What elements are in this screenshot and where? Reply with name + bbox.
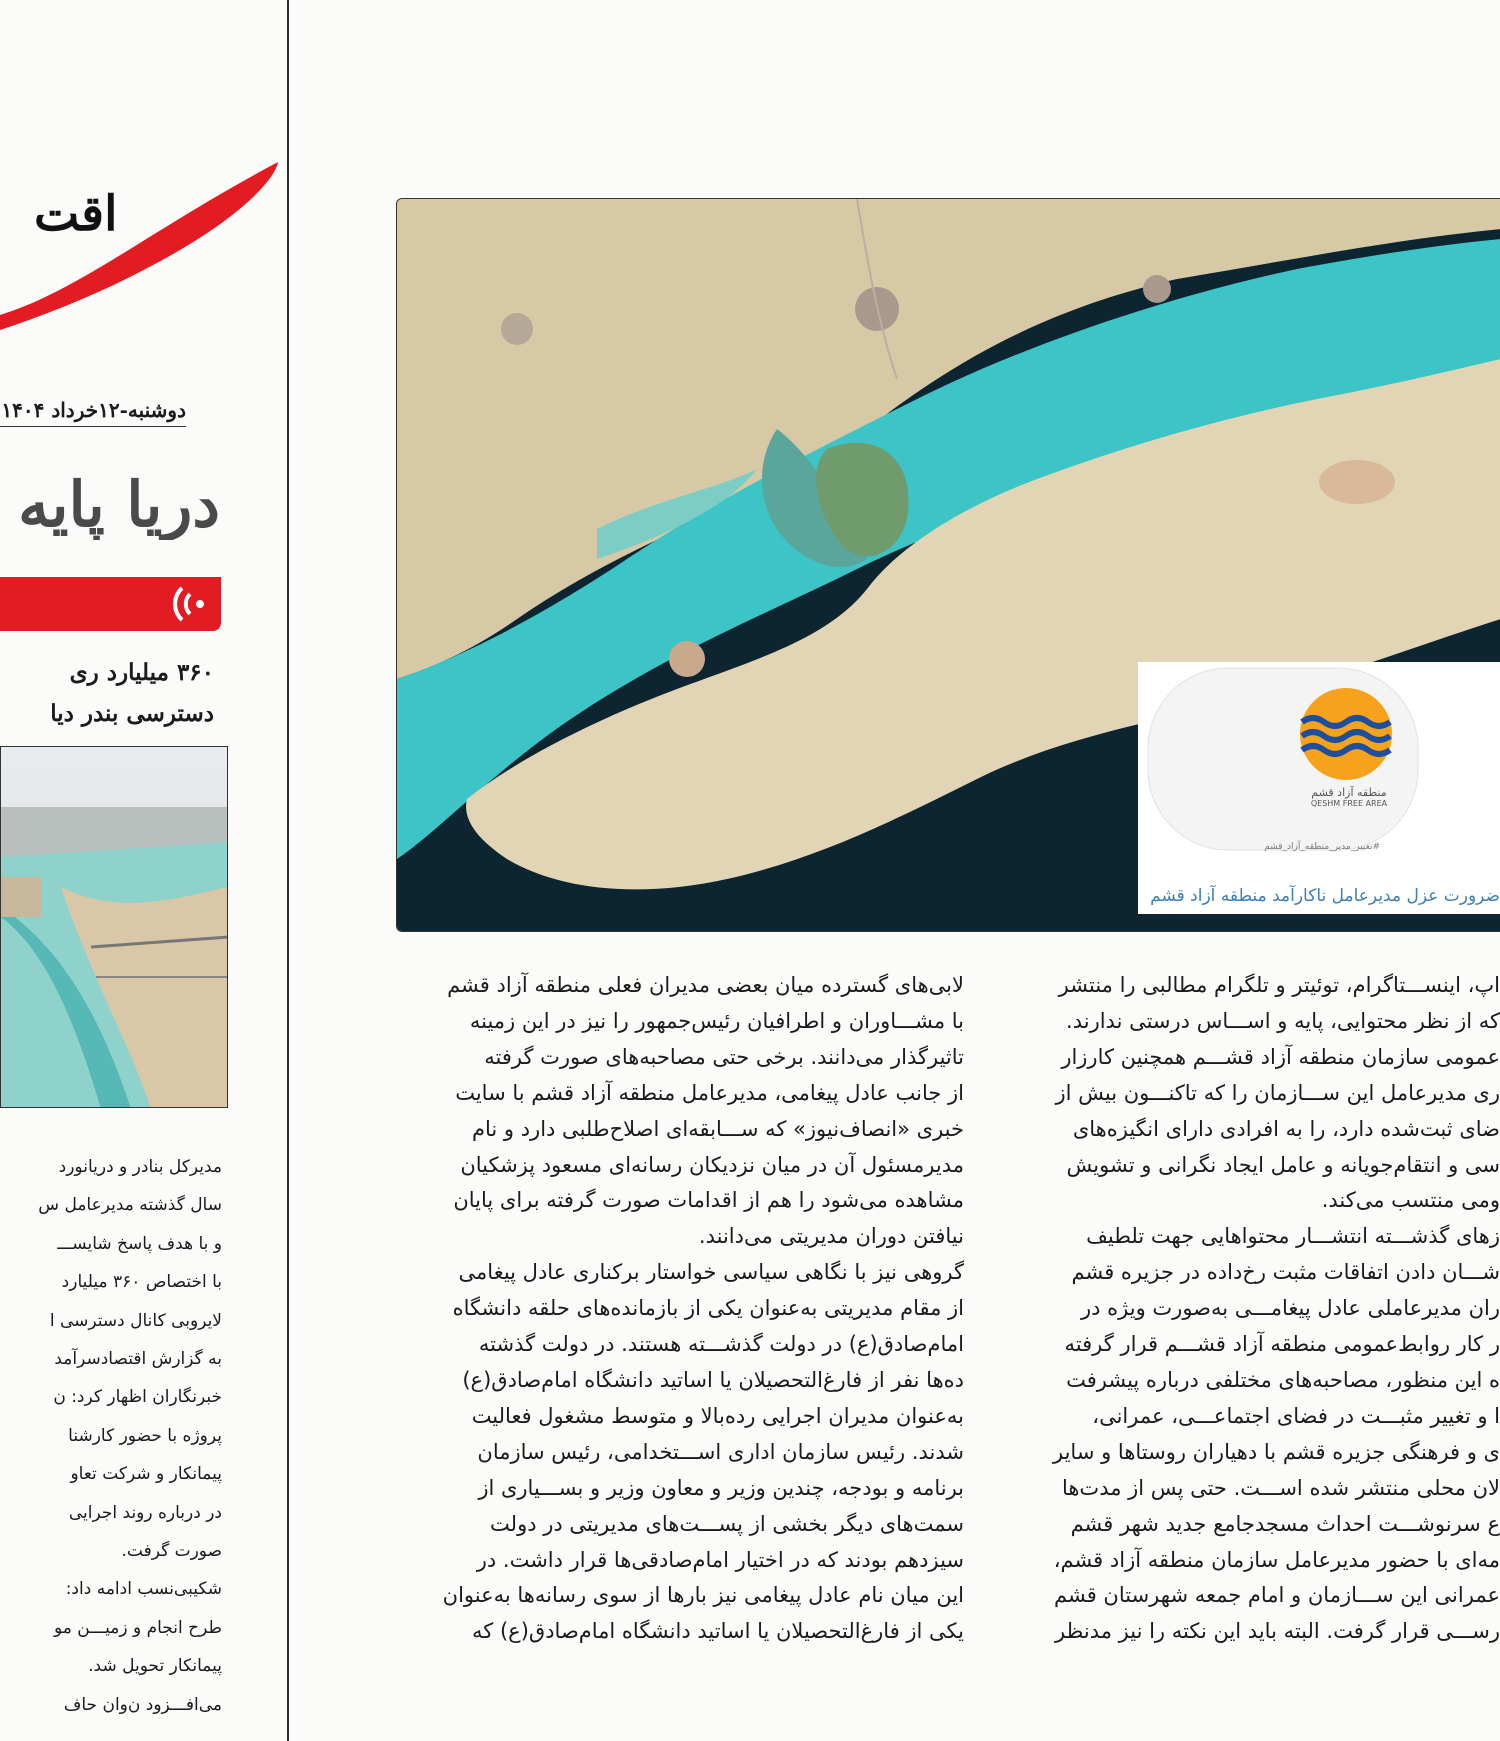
article-column-middle: لابی‌های گسترده میان بعضی مدیران فعلی منطقه آزاد قشم با مشـــاوران و اطرافیان رئیس‌جمهور را نیز در این زمینه تاثیرگذار می‌دانند. برخی حتی مصاحبه‌های صورت گرفته از جانب عادل پیغامی، مدیرعامل منطقه آزاد قشم با سایت خبری «انصاف‌نیوز» که ســـابقه‌ای اصلاح‌طلبی دارد و نام مدیرمسئول آن در میان نزدیکان رسانه‌ای مسعود پزشکیان مشاهده می‌شود را هم از اقدامات صورت گرفته برای پایان نیافتن دوران مدیریتی می‌دانند. گروهی نیز با نگاهی سیاسی خواستار برکناری عادل پیغامی از مقام مدیریتی به‌عنوان یکی از بازمانده‌های حلقه دانشگاه امام‌صادق(ع) در دولت گذشـــته هستند. در دولت گذشته ده‌ها نفر از فارغ‌التحصیلان یا اساتید دانشگاه امام‌صادق(ع) به‌عنوان مدیران اجرایی رده‌بالا و متوسط مشغول فعالیت شدند. رئیس سازمان اداری اســـتخدامی، رئیس سازمان برنامه و بودجه، چندین وزیر و معاون وزیر و بســـیاری از سمت‌های دیگر بخشی از پســـت‌های مدیریتی در دولت سیزدهم بودند که در اختیار امام‌صادقی‌ها قرار داشت. در این میان نام عادل پیغامی نیز بارها از سوی رسانه‌ها به‌عنوان یکی از فارغ‌التحصیلان یا اساتید دانشگاه امام‌صادق(ع) که	[442, 973, 964, 1644]
left-subhead	[0, 652, 214, 734]
issue-date: دوشنبه-۱۲خرداد ۱۴۰۴	[0, 398, 186, 427]
left-headline: دریا پایه	[18, 470, 220, 540]
left-article-body: مدیرکل بنادر و دریانورد سال گذشته مدیرعامل س و با هدف پاسخ شایســـ با اختصاص ۳۶۰ میلیارد لایروبی کانال دسترسی ا به گزارش اقتصادسرآمد خبرنگاران اظهار کرد: ن پروژه با حضور کارشنا پیمانکار و شرکت تعاو در درباره روند اجرایی صورت گرفت. شکیبی‌نسب ادامه داد: طرح انجام و زمیـــن مو پیمانکار تحویل شد. می‌افـــزود ن‌وان حاف	[38, 1157, 222, 1715]
watermark-hashtag: #تغییر_مدیر_منطقه_آزاد_قشم	[1264, 842, 1380, 852]
logo-lettering: اقت	[34, 186, 118, 242]
article-column-right: اپ، اینســـتاگرام، توئیتر و تلگرام مطالبی را منتشر که از نظر محتوایی، پایه و اســـاس درستی ندارند. عمومی سازمان منطقه آزاد قشـــم همچنین کارزار ری مدیرعامل این ســـازمان را که تاکنـــون بیش از ضای ثبت‌شده دارد، را به افرادی دارای انگیزه‌های سی و انتقام‌جویانه و عامل ایجاد نگرانی و تشویش ومی منتسب می‌کند. زهای گذشـــته انتشـــار محتواهایی جهت تلطیف شـــان دادن اتفاقات مثبت رخ‌داده در جزیره قشم ران مدیرعاملی عادل پیغامـــی به‌صورت ویژه در ر کار روابط‌عمومی منطقه آزاد قشـــم قرار گرفته ه این منظور، مصاحبه‌های مختلفی درباره پیشرفت ا و تغییر مثبـــت در فضای اجتماعـــی، عمرانی، ی و فرهنگی جزیره قشم با دهیاران روستاها و سایر لان محلی منتشر شده اســـت. حتی پس از مدت‌ها ع سرنوشـــت احداث مسجدجامع جدید شهر قشم مه‌ای با حضور مدیرعامل سازمان منطقه آزاد قشم، عمرانی این ســـازمان و امام جمعه شهرستان قشم رســـی قرار گرفت. البته باید این نکته را نیز مدنظر	[1053, 973, 1500, 1644]
broadcast-icon	[160, 582, 216, 626]
subhead-line-1: ۳۶۰ میلیارد ری	[69, 659, 214, 686]
page-gutter-rule	[287, 0, 289, 1741]
watermark-org-name: منطقه آزاد قشم QESHM FREE AREA	[1310, 786, 1388, 808]
port-aerial-photo	[0, 746, 228, 1108]
newspaper-logo	[0, 140, 280, 340]
subhead-line-2: دسترسی بندر دیا	[50, 700, 214, 727]
adjacent-page	[0, 0, 287, 1741]
image-caption: ضرورت عزل مدیرعامل ناکارآمد منطقه آزاد قشم	[1138, 880, 1500, 912]
